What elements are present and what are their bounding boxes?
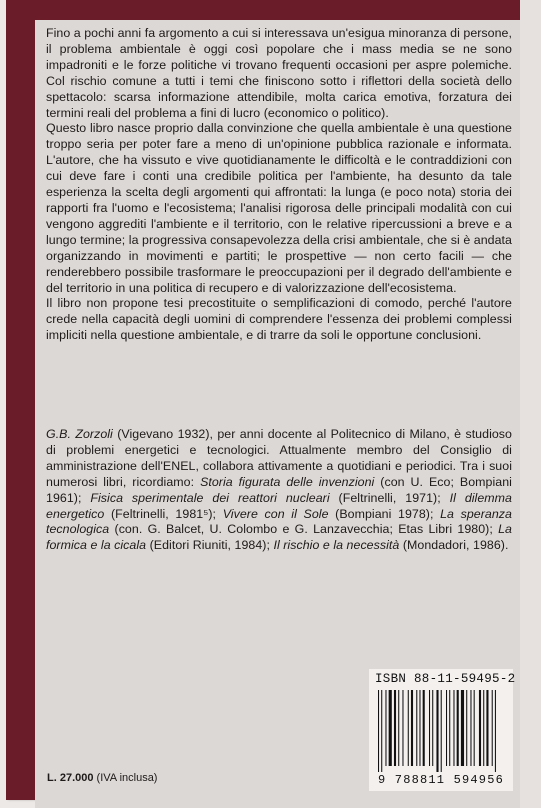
barcode	[376, 690, 508, 772]
bio-text: (Feltrinelli, 1981⁵);	[104, 506, 223, 521]
price-amount: L. 27.000	[47, 772, 94, 784]
book-title: Storia figurata delle invenzioni	[200, 474, 375, 489]
price	[47, 772, 157, 784]
blurb-paragraph: Questo libro nasce proprio dalla convinzione che quella ambientale è una questione troppo seria per poter fare a meno di un'opinione pubblica razionale e informata. L'autore, che ha vissuto e vive quotidianamente le difficoltà e le contraddizioni con cui deve fare i conti una credibile politica per l'ambiente, ha desunto da tale esperienza la scelta degli argomenti qui affrontati: la lunga (e poco nota) storia dei rapporti fra l'uomo e l'ecosistema; l'analisi rigorosa delle principali modalità con cui vengono aggrediti l'ambiente e il territorio, con le relative ripercussioni a breve e a lungo termine; la progressiva consapevolezza della crisi ambientale, che si è andata organizzando in movimenti e partiti; le prospettive — non certo facili — che renderebbero possibile trasformare le preoccupazioni per il degrado dell'ambiente e del territorio in una politica di recupero e di valorizzazione dell'ecosistema.	[46, 121, 512, 295]
bio-text: (Mondadori, 1986).	[399, 538, 509, 553]
book-title: La formica e la cicala	[46, 522, 512, 553]
book-title: La speranza tecnologica	[46, 506, 512, 537]
author-name: G.B. Zorzoli	[46, 427, 113, 441]
bio-text: (con. G. Balcet, U. Colombo e G. Lanzavecchia; Etas Libri 1980);	[109, 522, 499, 537]
book-title: Il rischio e la necessità	[273, 538, 400, 553]
bio-text: (Feltrinelli, 1971);	[329, 490, 450, 505]
price-note: (IVA inclusa)	[93, 772, 158, 784]
blurb-paragraph: Fino a pochi anni fa argomento a cui si interessava un'esigua minoranza di persone, il problema ambientale è oggi così popolare che i mass media se ne sono impadroniti e le forze politiche vi trovano frequenti occasioni per aspre polemiche. Col rischio comune a tutti i temi che finiscono sotto i riflettori della società dello spettacolo: scarsa informazione attendibile, molta carica emotiva, forzatura dei termini reali del problema a fini di lucro (economico o politico).	[46, 26, 512, 120]
blurb-paragraph: Il libro non propone tesi precostituite o semplificazioni di comodo, perché l'autore crede nella capacità degli uomini di comprendere l'essenza dei problemi complessi impliciti nella questione ambientale, e di trarre da soli le opportune conclusioni.	[46, 296, 512, 343]
bio-text: (Vigevano 1932), per anni docente al Politecnico di Milano, è studioso di problemi energetici e tecnologici. Attualmente membro del Consiglio di amministrazione dell'ENEL, collabora attivamente a quotidiani e periodici. Tra i suoi numerosi libri, ricordiamo:	[46, 427, 512, 489]
bio-text: (Editori Riuniti, 1984);	[146, 538, 274, 553]
page-edge	[520, 0, 541, 808]
isbn-label: ISBN 88-11-59495-2	[375, 672, 516, 686]
bio-text: (Bompiani 1978);	[328, 506, 441, 521]
barcode-number: 9 788811 594956	[377, 773, 505, 787]
author-bio	[46, 427, 512, 554]
bio-text: (con U. Eco; Bompiani 1961);	[46, 474, 512, 505]
book-title: Fisica sperimentale dei reattori nucleari	[90, 490, 330, 505]
book-title: Vivere con il Sole	[222, 506, 329, 521]
book-title: Il dilemma energetico	[46, 490, 512, 521]
blurb-text	[46, 26, 512, 344]
